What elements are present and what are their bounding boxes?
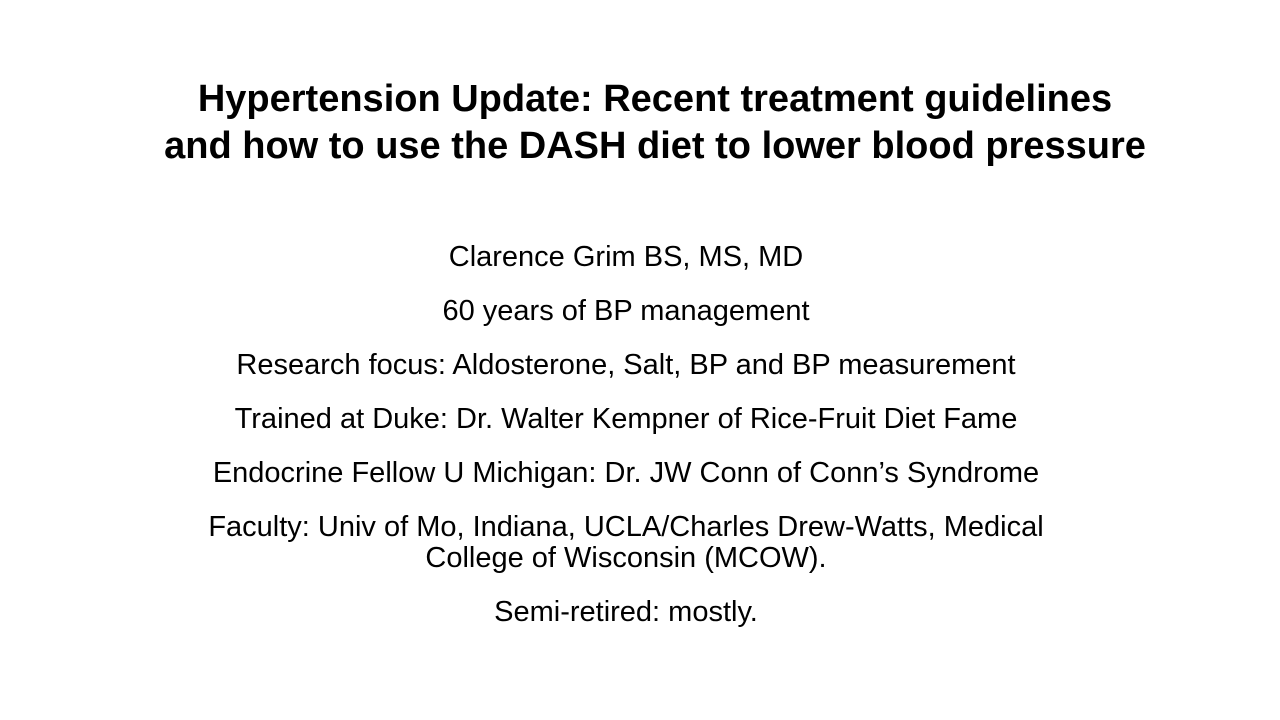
- research-focus-line: Research focus: Aldosterone, Salt, BP and BP measurement: [236, 349, 1016, 381]
- experience-line: 60 years of BP management: [442, 295, 810, 327]
- slide-title: [40, 76, 1270, 170]
- faculty-line-part-2: College of Wisconsin (MCOW).: [425, 542, 827, 574]
- faculty-line: [100, 510, 1152, 575]
- title-line-2: and how to use the DASH diet to lower blood pressure: [164, 125, 1146, 167]
- fellowship-line: Endocrine Fellow U Michigan: Dr. JW Conn of Conn’s Syndrome: [212, 457, 1040, 489]
- status-line: Semi-retired: mostly.: [494, 596, 758, 628]
- title-line-1: Hypertension Update: Recent treatment guidelines: [197, 78, 1113, 120]
- presenter-name: Clarence Grim BS, MS, MD: [448, 241, 804, 273]
- training-line: Trained at Duke: Dr. Walter Kempner of Rice-Fruit Diet Fame: [234, 403, 1018, 435]
- faculty-line-part-1: Faculty: Univ of Mo, Indiana, UCLA/Charles Drew-Watts, Medical: [208, 511, 1044, 543]
- presenter-info: [100, 240, 1152, 649]
